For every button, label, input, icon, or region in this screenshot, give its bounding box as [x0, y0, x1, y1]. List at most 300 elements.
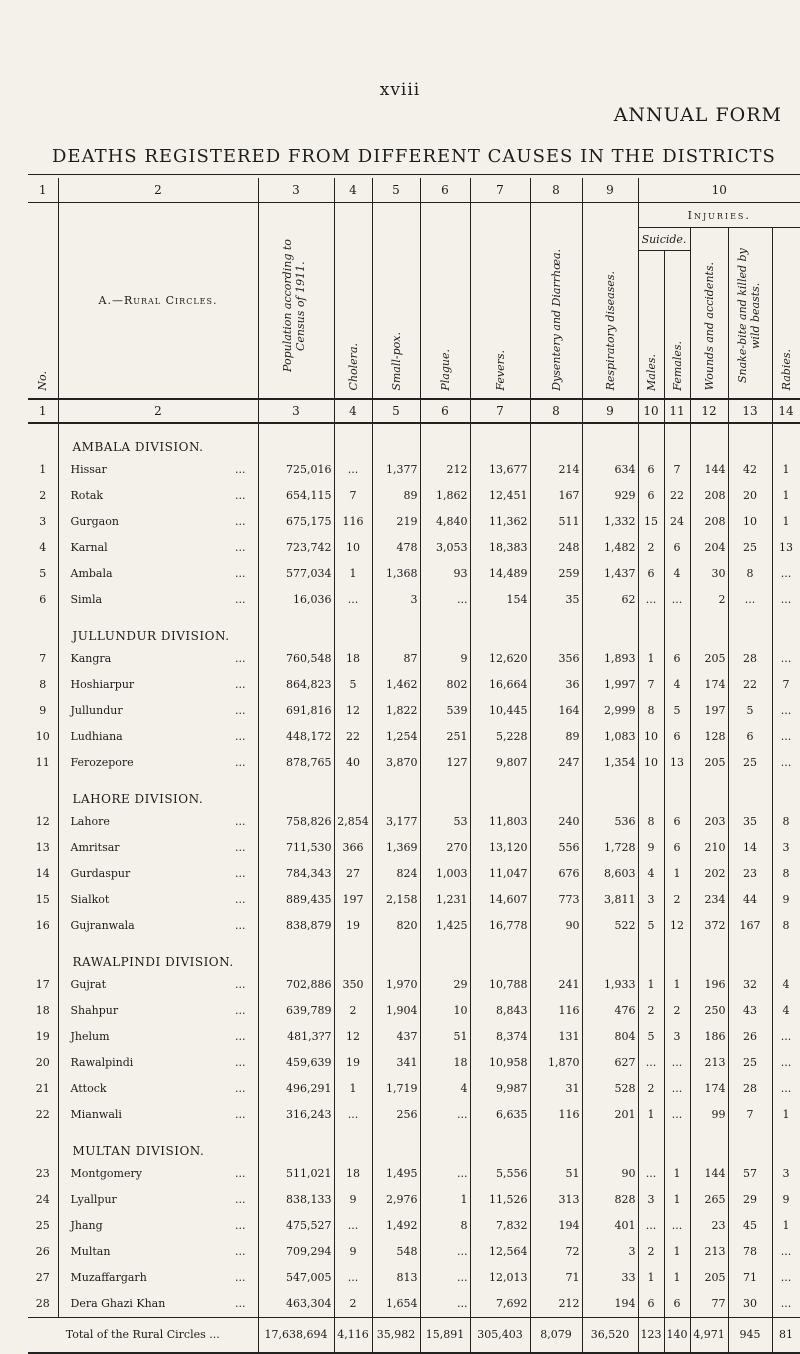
row-number: 15: [35, 893, 50, 906]
division-heading: JULLUNDUR DIVISION.: [58, 613, 258, 646]
plague-cell: 127: [420, 750, 470, 776]
wounds-cell: 128: [690, 724, 728, 750]
population-cell: 459,639: [258, 1050, 334, 1076]
leader-dots: ...: [235, 1219, 246, 1232]
district-name: [58, 672, 258, 698]
snake-cell: 35: [728, 809, 772, 835]
respiratory-cell: 1,893: [582, 646, 638, 672]
division-heading: RAWALPINDI DIVISION.: [58, 939, 258, 972]
population-cell: 654,115: [258, 483, 334, 509]
cholera-cell: 10: [334, 535, 372, 561]
females-cell: 4: [664, 672, 690, 698]
cholera-cell: ...: [334, 1102, 372, 1128]
dysentery-cell: 1,870: [530, 1050, 582, 1076]
table-row: [28, 972, 800, 998]
respiratory-cell: 62: [582, 587, 638, 613]
district-label: Hissar: [70, 463, 107, 476]
division-heading-row: [28, 613, 800, 646]
wounds-cell: 197: [690, 698, 728, 724]
district-name: [58, 1102, 258, 1128]
cholera-cell: 197: [334, 887, 372, 913]
district-label: Lahore: [70, 815, 110, 828]
fevers-cell: 8,374: [470, 1024, 530, 1050]
district-label: Muzaffargarh: [70, 1271, 147, 1284]
snake-cell: 44: [728, 887, 772, 913]
deaths-table: [28, 178, 800, 1354]
fevers-cell: 18,383: [470, 535, 530, 561]
wounds-cell: 205: [690, 1265, 728, 1291]
respiratory-cell: 401: [582, 1213, 638, 1239]
leader-dots: ...: [235, 1056, 246, 1069]
population-cell: 511,021: [258, 1161, 334, 1187]
males-cell: 8: [638, 698, 664, 724]
total-fevers-cell: 305,403: [470, 1317, 530, 1353]
plague-cell: 251: [420, 724, 470, 750]
leader-dots: ...: [235, 730, 246, 743]
smallpox-cell: 820: [372, 913, 420, 939]
males-cell: 2: [638, 998, 664, 1024]
rabies-cell: 4: [772, 972, 800, 998]
table-row: [28, 1239, 800, 1265]
dysentery-cell: 89: [530, 724, 582, 750]
males-cell: 9: [638, 835, 664, 861]
snake-cell: 30: [728, 1291, 772, 1318]
respiratory-cell: 634: [582, 457, 638, 483]
fevers-cell: 5,556: [470, 1161, 530, 1187]
rabies-cell: 4: [772, 998, 800, 1024]
plague-cell: 10: [420, 998, 470, 1024]
plague-cell: 1,003: [420, 861, 470, 887]
dysentery-cell: 194: [530, 1213, 582, 1239]
table-row: [28, 750, 800, 776]
females-cell: 2: [664, 998, 690, 1024]
total-label: Total of the Rural Circles ...: [28, 1317, 258, 1353]
plague-cell: ...: [420, 1102, 470, 1128]
total-plague-cell: 15,891: [420, 1317, 470, 1353]
page-number: xviii: [379, 80, 421, 100]
plague-cell: 1: [420, 1187, 470, 1213]
district-label: Hoshiarpur: [70, 678, 135, 691]
females-cell: 6: [664, 809, 690, 835]
smallpox-cell: 2,976: [372, 1187, 420, 1213]
wounds-cell: 186: [690, 1024, 728, 1050]
population-cell: 496,291: [258, 1076, 334, 1102]
total-snake-cell: 945: [728, 1317, 772, 1353]
smallpox-cell: 478: [372, 535, 420, 561]
cholera-cell: 27: [334, 861, 372, 887]
district-label: Ambala: [70, 567, 113, 580]
rabies-cell: ...: [772, 1291, 800, 1318]
row-number: 24: [35, 1193, 50, 1206]
respiratory-cell: 3,811: [582, 887, 638, 913]
wounds-cell: 144: [690, 1161, 728, 1187]
snake-cell: 20: [728, 483, 772, 509]
females-cell: 6: [664, 1291, 690, 1318]
dysentery-cell: 72: [530, 1239, 582, 1265]
district-name: [58, 972, 258, 998]
district-name: [58, 535, 258, 561]
row-number: 19: [35, 1030, 50, 1043]
females-cell: 6: [664, 646, 690, 672]
snake-cell: 25: [728, 1050, 772, 1076]
leader-dots: ...: [235, 567, 246, 580]
females-cell: ...: [664, 587, 690, 613]
wounds-cell: 196: [690, 972, 728, 998]
total-population-cell: 17,638,694: [258, 1317, 334, 1353]
row-number: 8: [39, 678, 47, 691]
females-cell: ...: [664, 1050, 690, 1076]
rabies-cell: ...: [772, 561, 800, 587]
leader-dots: ...: [235, 1193, 246, 1206]
leader-dots: ...: [235, 1245, 246, 1258]
fevers-cell: 12,451: [470, 483, 530, 509]
cholera-cell: 18: [334, 646, 372, 672]
cholera-cell: ...: [334, 1213, 372, 1239]
dysentery-cell: 240: [530, 809, 582, 835]
plague-cell: 1,862: [420, 483, 470, 509]
division-heading-row: [28, 423, 800, 457]
snake-cell: 26: [728, 1024, 772, 1050]
district-label: Jullundur: [70, 704, 123, 717]
respiratory-cell: 528: [582, 1076, 638, 1102]
district-name: [58, 861, 258, 887]
header-dysentery: Dysentery and Diarrhœa.: [549, 248, 563, 391]
smallpox-cell: 256: [372, 1102, 420, 1128]
division-heading-row: [28, 939, 800, 972]
district-name: [58, 724, 258, 750]
females-cell: 12: [664, 913, 690, 939]
table-row: [28, 1076, 800, 1102]
header-snake: Snake-bite and killed by wild beasts.: [736, 248, 762, 383]
males-cell: ...: [638, 1050, 664, 1076]
fevers-cell: 9,807: [470, 750, 530, 776]
district-name: [58, 646, 258, 672]
district-name: [58, 809, 258, 835]
district-label: Jhelum: [70, 1030, 110, 1043]
table-row: [28, 1291, 800, 1318]
district-label: Jhang: [70, 1219, 103, 1232]
fevers-cell: 10,445: [470, 698, 530, 724]
plague-cell: ...: [420, 1239, 470, 1265]
population-cell: 639,789: [258, 998, 334, 1024]
table-row: [28, 457, 800, 483]
cholera-cell: 9: [334, 1187, 372, 1213]
total-rabies-cell: 81: [772, 1317, 800, 1353]
wounds-cell: 213: [690, 1239, 728, 1265]
dysentery-cell: 773: [530, 887, 582, 913]
smallpox-cell: 341: [372, 1050, 420, 1076]
division-heading: LAHORE DIVISION.: [58, 776, 258, 809]
row-number: 28: [35, 1297, 50, 1310]
males-cell: 5: [638, 913, 664, 939]
district-name: [58, 587, 258, 613]
males-cell: 6: [638, 483, 664, 509]
dysentery-cell: 116: [530, 998, 582, 1024]
total-cholera-cell: 4,116: [334, 1317, 372, 1353]
leader-dots: ...: [235, 919, 246, 932]
males-cell: 7: [638, 672, 664, 698]
table-row: [28, 698, 800, 724]
rabies-cell: 13: [772, 535, 800, 561]
leader-dots: ...: [235, 756, 246, 769]
cholera-cell: 1: [334, 561, 372, 587]
column-number-row: 1 2 3 4 5 6 7 8 9 10: [28, 178, 800, 203]
subcolumn-number-row: 1 2 3 4 5 6 7 8 9 10 11 12 13 14: [28, 399, 800, 423]
table-row: [28, 509, 800, 535]
respiratory-cell: 536: [582, 809, 638, 835]
plague-cell: 51: [420, 1024, 470, 1050]
population-cell: 838,879: [258, 913, 334, 939]
leader-dots: ...: [235, 704, 246, 717]
cholera-cell: 350: [334, 972, 372, 998]
males-cell: 6: [638, 457, 664, 483]
cholera-cell: ...: [334, 587, 372, 613]
population-cell: 702,886: [258, 972, 334, 998]
header-rabies: Rabies.: [779, 349, 793, 391]
cholera-cell: 2,854: [334, 809, 372, 835]
cholera-cell: 22: [334, 724, 372, 750]
leader-dots: ...: [235, 1030, 246, 1043]
females-cell: 5: [664, 698, 690, 724]
smallpox-cell: 1,654: [372, 1291, 420, 1318]
smallpox-cell: 1,492: [372, 1213, 420, 1239]
table-row: [28, 1102, 800, 1128]
snake-cell: 8: [728, 561, 772, 587]
respiratory-cell: 1,728: [582, 835, 638, 861]
population-cell: 864,823: [258, 672, 334, 698]
district-label: Kangra: [70, 652, 112, 665]
population-cell: 889,435: [258, 887, 334, 913]
district-label: Ludhiana: [70, 730, 123, 743]
row-number: 22: [35, 1108, 50, 1121]
leader-dots: ...: [235, 1082, 246, 1095]
fevers-cell: 12,013: [470, 1265, 530, 1291]
females-cell: ...: [664, 1076, 690, 1102]
row-number: 11: [35, 756, 50, 769]
smallpox-cell: 813: [372, 1265, 420, 1291]
district-name: [58, 457, 258, 483]
district-name: [58, 750, 258, 776]
population-cell: 675,175: [258, 509, 334, 535]
fevers-cell: 14,607: [470, 887, 530, 913]
rabies-cell: 3: [772, 835, 800, 861]
snake-cell: 42: [728, 457, 772, 483]
snake-cell: 25: [728, 535, 772, 561]
dysentery-cell: 51: [530, 1161, 582, 1187]
plague-cell: 4,840: [420, 509, 470, 535]
plague-cell: 18: [420, 1050, 470, 1076]
plague-cell: 802: [420, 672, 470, 698]
fevers-cell: 10,958: [470, 1050, 530, 1076]
header-respiratory: Respiratory diseases.: [603, 271, 617, 391]
respiratory-cell: 2,999: [582, 698, 638, 724]
population-cell: 316,243: [258, 1102, 334, 1128]
fevers-cell: 7,832: [470, 1213, 530, 1239]
females-cell: 1: [664, 972, 690, 998]
cholera-cell: 5: [334, 672, 372, 698]
males-cell: ...: [638, 1161, 664, 1187]
rabies-cell: ...: [772, 1265, 800, 1291]
wounds-cell: 372: [690, 913, 728, 939]
cholera-cell: 18: [334, 1161, 372, 1187]
leader-dots: ...: [235, 652, 246, 665]
dysentery-cell: 511: [530, 509, 582, 535]
dysentery-cell: 259: [530, 561, 582, 587]
leader-dots: ...: [235, 893, 246, 906]
table-row: [28, 535, 800, 561]
snake-cell: 78: [728, 1239, 772, 1265]
smallpox-cell: 1,462: [372, 672, 420, 698]
header-population: Population according to Census of 1911.: [281, 239, 307, 372]
district-name: [58, 1161, 258, 1187]
district-name: [58, 835, 258, 861]
rabies-cell: 1: [772, 1213, 800, 1239]
respiratory-cell: 804: [582, 1024, 638, 1050]
respiratory-cell: 8,603: [582, 861, 638, 887]
males-cell: 10: [638, 750, 664, 776]
table-row: [28, 1187, 800, 1213]
plague-cell: 270: [420, 835, 470, 861]
population-cell: 725,016: [258, 457, 334, 483]
division-heading-row: [28, 1128, 800, 1161]
smallpox-cell: 437: [372, 1024, 420, 1050]
fevers-cell: 154: [470, 587, 530, 613]
table-row: [28, 724, 800, 750]
district-name: [58, 483, 258, 509]
rabies-cell: 7: [772, 672, 800, 698]
rabies-cell: 1: [772, 1102, 800, 1128]
wounds-cell: 205: [690, 750, 728, 776]
row-number: 12: [35, 815, 50, 828]
fevers-cell: 8,843: [470, 998, 530, 1024]
row-number: 4: [39, 541, 47, 554]
wounds-cell: 30: [690, 561, 728, 587]
population-cell: 475,527: [258, 1213, 334, 1239]
rabies-cell: ...: [772, 646, 800, 672]
smallpox-cell: 3: [372, 587, 420, 613]
rabies-cell: 1: [772, 509, 800, 535]
row-number: 6: [39, 593, 47, 606]
wounds-cell: 204: [690, 535, 728, 561]
district-label: Ferozepore: [70, 756, 134, 769]
district-name: [58, 698, 258, 724]
leader-dots: ...: [235, 541, 246, 554]
header-wounds: Wounds and accidents.: [702, 262, 716, 391]
population-cell: 16,036: [258, 587, 334, 613]
dysentery-cell: 212: [530, 1291, 582, 1318]
smallpox-cell: 1,368: [372, 561, 420, 587]
row-number: 5: [39, 567, 47, 580]
snake-cell: 22: [728, 672, 772, 698]
fevers-cell: 6,635: [470, 1102, 530, 1128]
header-females: Females.: [670, 340, 684, 391]
header-cholera: Cholera.: [346, 343, 360, 391]
leader-dots: ...: [235, 867, 246, 880]
fevers-cell: 13,120: [470, 835, 530, 861]
respiratory-cell: 1,083: [582, 724, 638, 750]
plague-cell: ...: [420, 1265, 470, 1291]
row-number: 18: [35, 1004, 50, 1017]
row-number: 14: [35, 867, 50, 880]
row-number: 2: [39, 489, 47, 502]
leader-dots: ...: [235, 489, 246, 502]
snake-cell: 71: [728, 1265, 772, 1291]
snake-cell: 10: [728, 509, 772, 535]
district-label: Shahpur: [70, 1004, 119, 1017]
form-title: ANNUAL FORM: [613, 104, 782, 126]
males-cell: 2: [638, 535, 664, 561]
district-label: Amritsar: [70, 841, 120, 854]
rabies-cell: ...: [772, 1076, 800, 1102]
females-cell: 1: [664, 1187, 690, 1213]
row-number: 20: [35, 1056, 50, 1069]
males-cell: 3: [638, 1187, 664, 1213]
fevers-cell: 11,362: [470, 509, 530, 535]
females-cell: 6: [664, 835, 690, 861]
smallpox-cell: 1,377: [372, 457, 420, 483]
table-row: [28, 1050, 800, 1076]
females-cell: 1: [664, 861, 690, 887]
rabies-cell: 8: [772, 913, 800, 939]
row-number: 27: [35, 1271, 50, 1284]
males-cell: 1: [638, 972, 664, 998]
fevers-cell: 12,620: [470, 646, 530, 672]
respiratory-cell: 90: [582, 1161, 638, 1187]
fevers-cell: 12,564: [470, 1239, 530, 1265]
table-row: [28, 809, 800, 835]
males-cell: 8: [638, 809, 664, 835]
respiratory-cell: 522: [582, 913, 638, 939]
district-name: [58, 1265, 258, 1291]
respiratory-cell: 828: [582, 1187, 638, 1213]
leader-dots: ...: [235, 1167, 246, 1180]
plague-cell: 4: [420, 1076, 470, 1102]
plague-cell: 1,231: [420, 887, 470, 913]
table-row: [28, 835, 800, 861]
wounds-cell: 2: [690, 587, 728, 613]
snake-cell: 167: [728, 913, 772, 939]
plague-cell: 29: [420, 972, 470, 998]
fevers-cell: 14,489: [470, 561, 530, 587]
fevers-cell: 16,664: [470, 672, 530, 698]
wounds-cell: 174: [690, 1076, 728, 1102]
wounds-cell: 202: [690, 861, 728, 887]
females-cell: 6: [664, 535, 690, 561]
snake-cell: 5: [728, 698, 772, 724]
district-name: [58, 913, 258, 939]
cholera-cell: 1: [334, 1076, 372, 1102]
plague-cell: 8: [420, 1213, 470, 1239]
total-wounds-cell: 4,971: [690, 1317, 728, 1353]
row-number: 23: [35, 1167, 50, 1180]
respiratory-cell: 1,332: [582, 509, 638, 535]
page-title: DEATHS REGISTERED FROM DIFFERENT CAUSES IN THE DISTRICTS: [52, 146, 776, 167]
district-label: Multan: [70, 1245, 111, 1258]
header-suicide: Suicide.: [638, 228, 690, 251]
row-number: 16: [35, 919, 50, 932]
row-number: 17: [35, 978, 50, 991]
district-label: Attock: [70, 1082, 107, 1095]
dysentery-cell: 676: [530, 861, 582, 887]
header-row-1: [28, 203, 800, 228]
snake-cell: ...: [728, 587, 772, 613]
snake-cell: 6: [728, 724, 772, 750]
population-cell: 758,826: [258, 809, 334, 835]
table-row: [28, 483, 800, 509]
females-cell: 24: [664, 509, 690, 535]
plague-cell: ...: [420, 1291, 470, 1318]
district-label: Mianwali: [70, 1108, 122, 1121]
